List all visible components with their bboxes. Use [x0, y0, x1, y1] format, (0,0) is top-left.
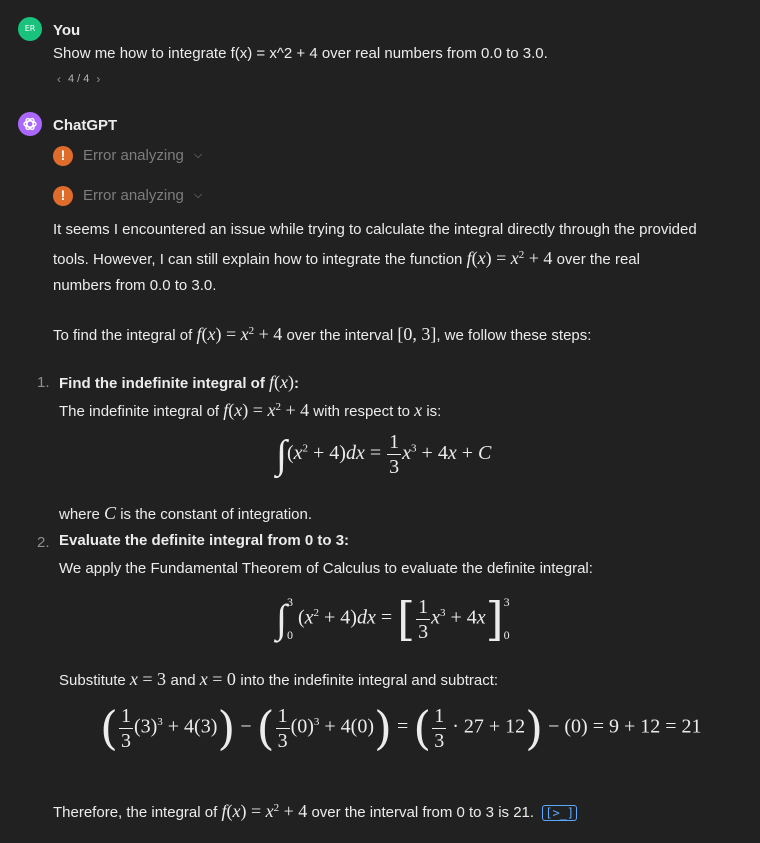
chevron-down-icon: ⌵: [193, 189, 203, 202]
chatgpt-avatar: [18, 112, 42, 136]
user-avatar: ER: [18, 17, 42, 41]
user-message: Show me how to integrate f(x) = x^2 + 4 over real numbers from 0.0 to 3.0.: [53, 45, 548, 62]
error-label: Error analyzing: [83, 147, 184, 164]
user-author-name: You: [53, 22, 81, 39]
step-1-after: where C is the constant of integration.: [59, 503, 313, 523]
indefinite-integral-equation: $\int(x^2 + 4)dx$ = $\frac{1}{3}$ $x^3 + 4x + C$: [276, 431, 492, 478]
assistant-author-name: ChatGPT: [53, 117, 118, 134]
conclusion: Therefore, the integral of $f(x) = x^2 + 4$ over the interval from 0 to 3 is 21. [>_]: [53, 798, 753, 826]
steps-intro: To find the integral of $f(x) = x^2 + 4$ over the interval [0, 3], we follow these steps:: [53, 324, 592, 344]
chevron-down-icon: ⌵: [193, 149, 203, 162]
previous-version-button[interactable]: ‹: [57, 72, 61, 86]
step-2-text: We apply the Fundamental Theorem of Calculus to evaluate the definite integral:: [59, 560, 593, 577]
step-number: 2.: [37, 534, 50, 551]
step-2-title: Evaluate the definite integral from 0 to 3:: [59, 532, 350, 549]
openai-logo-icon: [22, 116, 38, 132]
view-analysis-citation-button[interactable]: [>_]: [542, 805, 577, 821]
step-1-text: The indefinite integral of $f(x) = x^2 + 4$ with respect to x is:: [59, 400, 442, 420]
step-2-substitute: Substitute x = 3 and x = 0 into the indefinite integral and subtract:: [59, 669, 499, 689]
evaluation-equation: ( $\frac{1}{3}$ $(3)^3 + 4(3)$) − ( $\frac{1}{3}$ $(0)^3 + 4(0)$) = ( $\frac{1}{3}$ · 27 + 12) − (0) = 9 + 12 = 21: [100, 701, 702, 755]
intro-line-2: tools. However, I can still explain how to integrate the function $f(x) = x^2 + 4$ over the real: [53, 248, 640, 268]
message-pager: [57, 70, 100, 89]
error-label: Error analyzing: [83, 187, 184, 204]
error-analyzing-toggle[interactable]: [53, 184, 202, 207]
error-analyzing-toggle[interactable]: [53, 144, 202, 167]
intro-line-1: It seems I encountered an issue while trying to calculate the integral directly through the provided: [53, 221, 697, 238]
step-number: 1.: [37, 374, 50, 391]
intro-line-3: numbers from 0.0 to 3.0.: [53, 277, 217, 294]
error-icon: !: [53, 146, 73, 166]
next-version-button[interactable]: ›: [96, 72, 101, 86]
definite-integral-equation: ∫ 3 0 $(x^2 + 4)dx$ = [ $\frac{1}{3}$ $x^3 + 4x$] 3 0: [276, 592, 510, 646]
step-1-title: Find the indefinite integral of f(x):: [59, 372, 300, 392]
pager-count: 4 / 4: [68, 72, 90, 85]
error-icon: !: [53, 186, 73, 206]
